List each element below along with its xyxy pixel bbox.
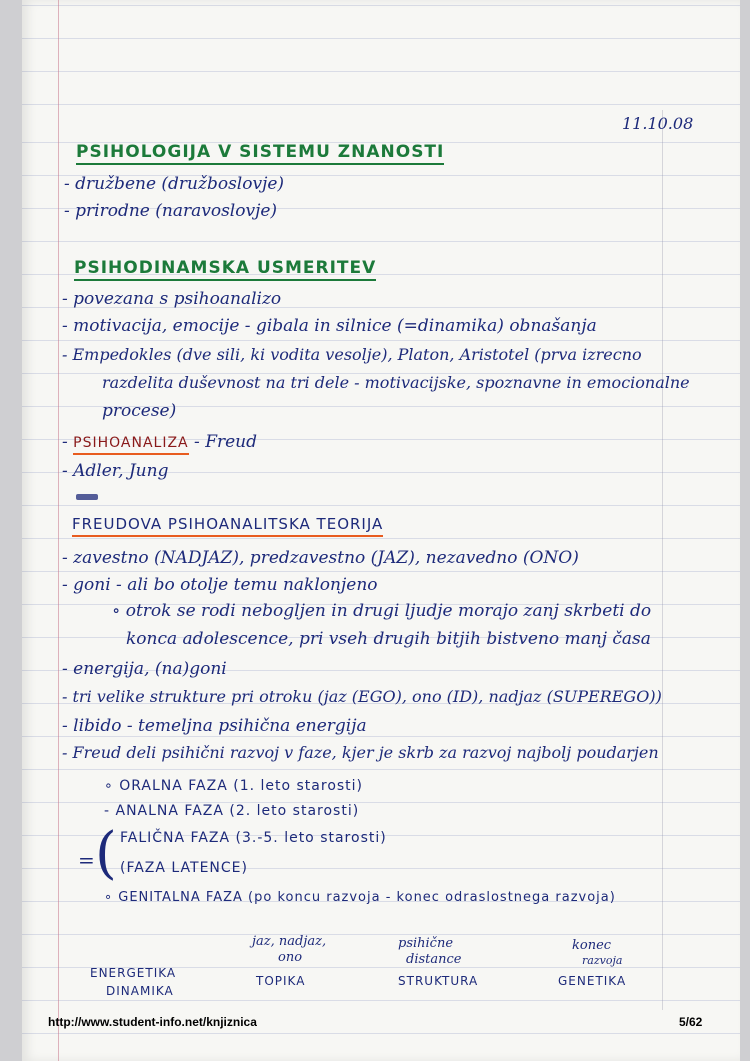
line-goni: - goni - ali bo otolje temu naklonjeno (62, 575, 378, 595)
phase-latence: (FAZA LATENCE) (120, 860, 248, 876)
dinamika-label: DINAMIKA (106, 984, 174, 998)
line-prirodne: - prirodne (naravoslovje) (64, 201, 278, 221)
struktura-note-2: distance (406, 952, 462, 967)
heading-freudova (72, 515, 383, 533)
line-povezana: - povezana s psihoanalizo (62, 289, 282, 309)
line-adolescence: konca adolescence, pri vseh drugih bitjih bistveno manj časa (126, 629, 651, 649)
line-libido: - libido - temeljna psihična energija (62, 716, 367, 736)
energetika-label: ENERGETIKA (90, 966, 177, 980)
topika-note-1: jaz, nadjaz, (252, 934, 327, 949)
line-psihoanaliza (62, 432, 257, 452)
struktura-label: STRUKTURA (398, 974, 479, 988)
date: 11.10.08 (622, 114, 694, 133)
struktura-note-1: psihične (398, 936, 454, 951)
line-adler: - Adler, Jung (62, 461, 169, 481)
equals-sign: = (78, 848, 95, 872)
scribble-mark (76, 494, 98, 500)
line-otrok: ∘ otrok se rodi nebogljen in drugi ljudje morajo zanj skrbeti do (112, 601, 652, 621)
footer-url[interactable]: http://www.student-info.net/knjiznica (48, 1015, 257, 1029)
line-energija: - energija, (na)goni (62, 659, 227, 679)
margin-line (58, 0, 59, 1061)
line-druzbene: - družbene (družboslovje) (64, 174, 285, 194)
line-empedokles: - Empedokles (dve sili, ki vodita vesolje), Platon, Aristotel (prva izrecno (62, 345, 642, 364)
phase-analna: - ANALNA FAZA (2. leto starosti) (104, 803, 360, 819)
heading-psihologija-text: PSIHOLOGIJA V SISTEMU ZNANOSTI (76, 142, 444, 165)
line-zavestno: - zavestno (NADJAZ), predzavestno (JAZ), nezavedno (ONO) (62, 548, 579, 568)
heading-psihologija (76, 142, 444, 162)
line-faze: - Freud deli psihični razvoj v faze, kjer je skrb za razvoj najbolj poudarjen (62, 743, 659, 762)
line-motivacija: - motivacija, emocije - gibala in silnice (=dinamika) obnašanja (62, 316, 597, 336)
psihoanaliza-term: PSIHOANALIZA (73, 435, 188, 455)
phase-oralna: ∘ ORALNA FAZA (1. leto starosti) (104, 778, 364, 794)
heading-psihodinamska (74, 258, 376, 278)
heading-freudova-text: FREUDOVA PSIHOANALITSKA TEORIJA (72, 515, 383, 537)
line-procese: procese) (102, 401, 177, 421)
line-strukture: - tri velike strukture pri otroku (jaz (EGO), ono (ID), nadjaz (SUPEREGO)) (62, 687, 662, 706)
topika-note-2: ono (278, 950, 303, 965)
page-number: 5/62 (679, 1015, 703, 1029)
line-psihoanaliza-dash: - (62, 432, 74, 452)
phase-genitalna: ∘ GENITALNA FAZA (po koncu razvoja - konec odraslostnega razvoja) (104, 890, 616, 905)
right-rule-line (662, 110, 663, 1010)
genetika-note-1: konec (572, 938, 612, 953)
heading-psihodinamska-text: PSIHODINAMSKA USMERITEV (74, 258, 376, 281)
genetika-note-2: razvoja (582, 954, 623, 967)
line-psihoanaliza-freud: - Freud (188, 432, 258, 452)
genetika-label: GENETIKA (558, 974, 627, 988)
phase-brace: ( (95, 821, 117, 886)
line-razdelita: razdelita duševnost na tri dele - motivacijske, spoznavne in emocionalne (102, 373, 690, 392)
topika-label: TOPIKA (256, 974, 306, 988)
phase-falicna: FALIČNA FAZA (3.-5. leto starosti) (120, 830, 387, 846)
